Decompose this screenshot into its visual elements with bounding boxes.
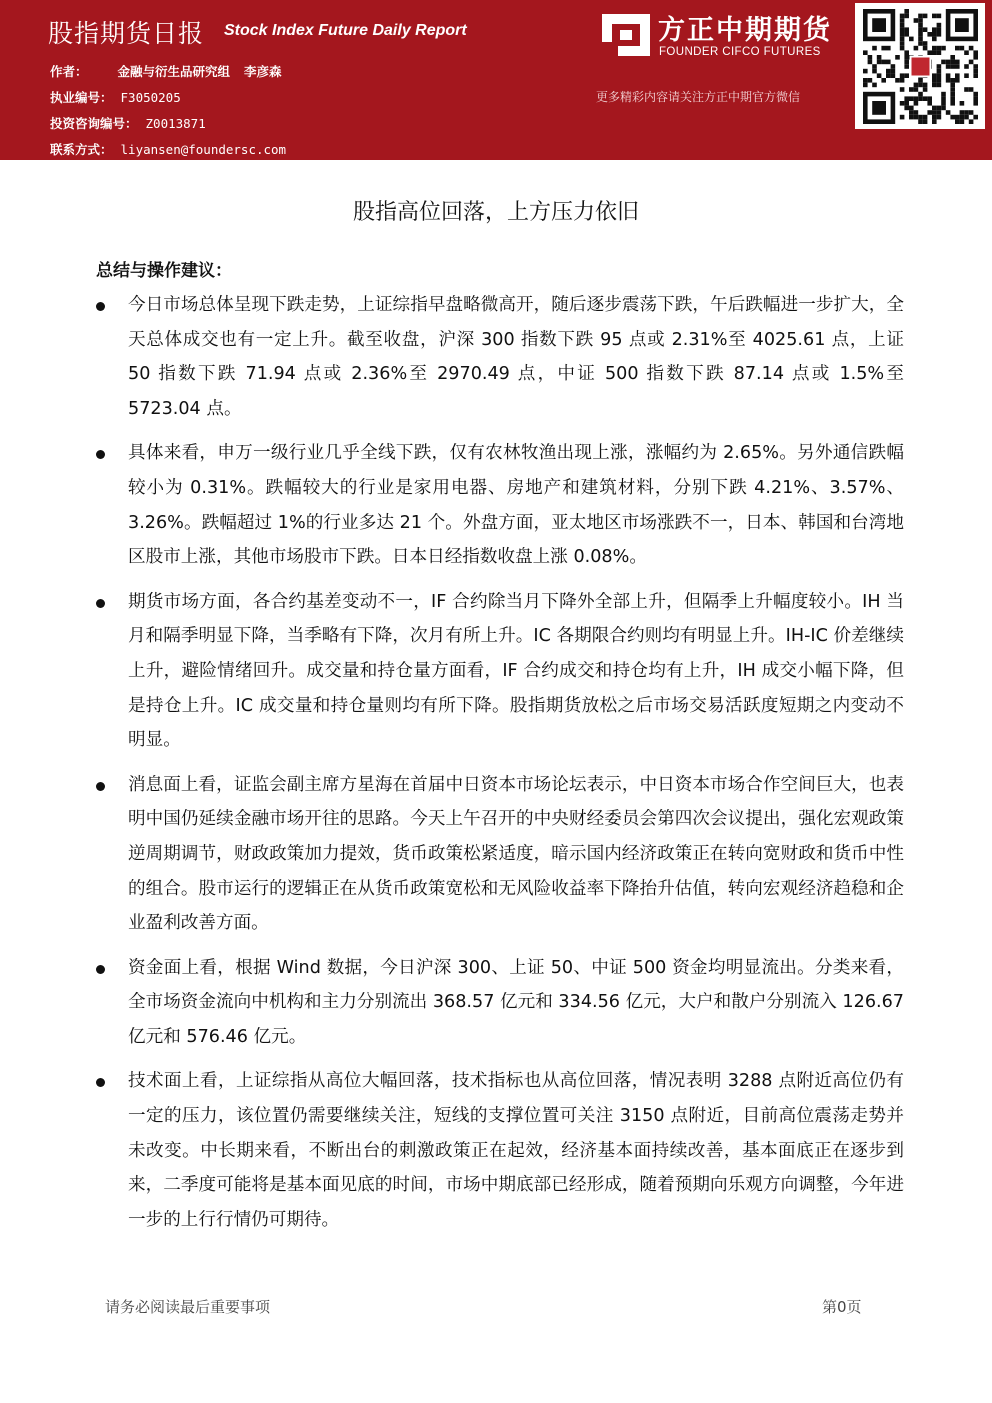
company-logo-icon xyxy=(600,12,652,58)
bullet-icon xyxy=(96,965,105,974)
wechat-qr-code[interactable] xyxy=(855,3,985,129)
report-type-title: 股指期货日报 xyxy=(48,19,205,48)
license-number: F3050205 xyxy=(120,90,181,105)
license-label: 执业编号： xyxy=(50,90,113,105)
advisory-row xyxy=(50,114,206,132)
list-item xyxy=(96,768,904,941)
bullet-text: 资金面上看，根据 Wind 数据，今日沪深 300、上证 50、中证 500 资金均明显流出。分类来看，全市场资金流向中机构和主力分别流出 368.57 亿元和 334.56 亿元，大户和散户分别流入 126.67 亿元和 576.46 亿元。 xyxy=(128,957,904,1047)
report-header xyxy=(0,0,992,160)
section-heading: 总结与操作建议： xyxy=(96,261,232,281)
license-row xyxy=(50,88,181,106)
wechat-note: 更多精彩内容请关注方正中期官方微信 xyxy=(596,90,801,104)
contact-label: 联系方式： xyxy=(50,142,113,157)
author-row xyxy=(50,62,282,80)
qr-code-icon xyxy=(855,3,985,129)
bullet-text: 消息面上看，证监会副主席方星海在首届中日资本市场论坛表示，中日资本市场合作空间巨大，也表明中国仍延续金融市场开往的思路。今天上午召开的中央财经委员会第四次会议提出，强化宏观政策逆周期调节，财政政策加力提效，货币政策松紧适度，暗示国内经济政策正在转向宽财政和货币中性的组合。股市运行的逻辑正在从货币政策宽松和无风险收益率下降抬升估值，转向宏观经济趋稳和企业盈利改善方面。 xyxy=(128,774,904,934)
bullet-icon xyxy=(96,782,105,791)
bullet-icon xyxy=(96,1078,105,1087)
list-item xyxy=(96,288,904,426)
company-logo-english: FOUNDER CIFCO FUTURES xyxy=(659,46,821,58)
footer-notice: 请务必阅读最后重要事项 xyxy=(105,1298,271,1316)
bullet-text: 期货市场方面，各合约基差变动不一，IF 合约除当月下降外全部上升，但隔季上升幅度较小。IH 当月和隔季明显下降，当季略有下降，次月有所上升。IC 各期限合约则均有明显上升。IH-IC 价差继续上升，避险情绪回升。成交量和持仓量方面看，IF 合约成交和持仓均有上升，IH 成交小幅下降，但是持仓上升。IC 成交量和持仓量则均有所下降。股指期货放松之后市场交易活跃度短期之内变动不明显。 xyxy=(128,591,904,751)
company-logo-text: 方正中期期货 xyxy=(658,15,832,46)
contact-row xyxy=(50,140,286,158)
list-item xyxy=(96,585,904,758)
author-name: 李彦森 xyxy=(244,64,282,79)
bullet-text: 具体来看，申万一级行业几乎全线下跌，仅有农林牧渔出现上涨，涨幅约为 2.65%。另外通信跌幅较小为 0.31%。跌幅较大的行业是家用电器、房地产和建筑材料，分别下跌 4.21%、3.57%、3.26%。跌幅超过 1%的行业多达 21 个。外盘方面，亚太地区市场涨跌不一，日本、韩国和台湾地区股市上涨，其他市场股市下跌。日本日经指数收盘上涨 0.08%。 xyxy=(128,443,904,568)
advisory-number: Z0013871 xyxy=(145,116,206,131)
advisory-label: 投资咨询编号： xyxy=(50,116,138,131)
list-item xyxy=(96,951,904,1055)
bullet-icon xyxy=(96,599,105,608)
bullet-icon xyxy=(96,302,105,311)
summary-list xyxy=(96,288,904,1247)
page-number: 第0页 xyxy=(822,1298,862,1316)
report-type-subtitle: Stock Index Future Daily Report xyxy=(224,22,467,39)
list-item xyxy=(96,1064,904,1237)
bullet-text: 今日市场总体呈现下跌走势，上证综指早盘略微高开，随后逐步震荡下跌，午后跌幅进一步扩大，全天总体成交也有一定上升。截至收盘，沪深 300 指数下跌 95 点或 2.31%至 4025.61 点，上证 50 指数下跌 71.94 点或 2.36%至 2970.49 点，中证 500 指数下跌 87.14 点或 1.5%至 5723.04 点。 xyxy=(128,295,904,419)
list-item xyxy=(96,436,904,574)
author-label: 作者： xyxy=(50,64,88,79)
contact-email[interactable]: liyansen@foundersc.com xyxy=(120,142,287,157)
report-title: 股指高位回落，上方压力依旧 xyxy=(352,200,639,225)
bullet-icon xyxy=(96,450,105,459)
bullet-text: 技术面上看，上证综指从高位大幅回落，技术指标也从高位回落，情况表明 3288 点附近高位仍有一定的压力，该位置仍需要继续关注，短线的支撑位置可关注 3150 点附近，目前高位震荡走势并未改变。中长期来看，不断出台的刺激政策正在起效，经济基本面持续改善，基本面底正在逐步到来，二季度可能将是基本面见底的时间，市场中期底部已经形成，随着预期向乐观方向调整，今年进一步的上行行情仍可期待。 xyxy=(128,1071,904,1230)
author-team: 金融与衍生品研究组 xyxy=(117,64,231,79)
